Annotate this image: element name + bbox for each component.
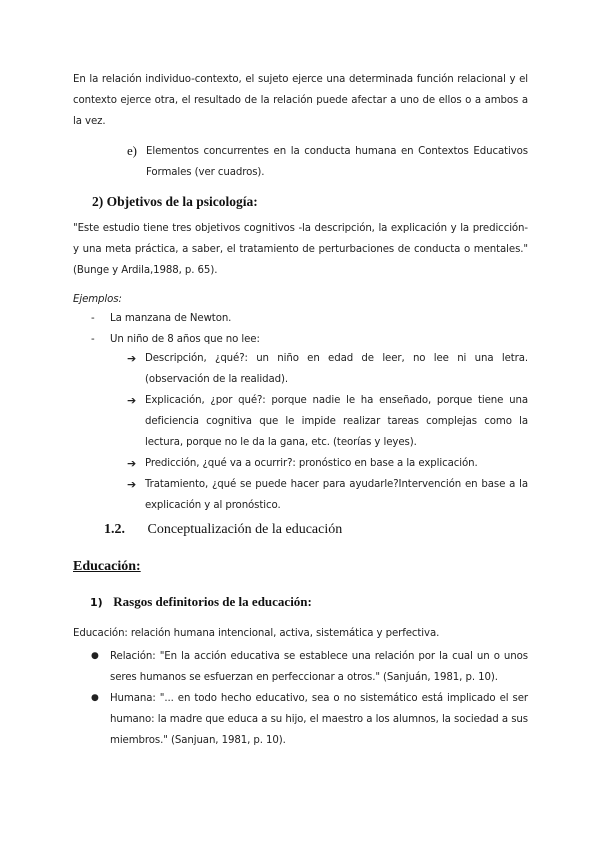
sub-example-text: Explicación, ¿por qué?: porque nadie le ha enseñado, porque tiene una deficiencia cognitiva que le impide realizar tareas complejas como la lectura, porque no le da la gana, etc. (teorías y leyes).	[145, 395, 528, 448]
bullet-text: Relación: "En la acción educativa se establece una relación por la cual un o unos seres humanos se esfuerzan en perfeccionar a otros." (Sanjuán, 1981, p. 10).	[110, 651, 528, 683]
objetivos-heading	[92, 194, 258, 210]
intro-paragraph: En la relación individuo-contexto, el sujeto ejerce una determinada función relacional y el contexto ejerce otra, el resultado de la relación puede afectar a uno de ellos o a ambos a la vez.	[73, 74, 528, 127]
example-text: La manzana de Newton.	[110, 313, 232, 324]
list-item	[127, 474, 528, 516]
dash-marker: -	[91, 313, 95, 324]
list-item	[127, 348, 528, 390]
educacion-definition: Educación: relación humana intencional, activa, sistemática y perfectiva.	[73, 628, 440, 639]
sub-example-text: Predicción, ¿qué va a ocurrir?: pronóstico en base a la explicación.	[145, 458, 478, 469]
objetivos-title: Objetivos de la psicología:	[106, 194, 258, 209]
sub-examples-list	[127, 348, 528, 516]
arrow-right-icon: ➔	[127, 457, 137, 470]
rasgos-bullets	[91, 646, 528, 751]
item-e-text: Elementos concurrentes en la conducta humana en Contextos Educativos Formales (ver cuadros).	[146, 146, 528, 178]
list-item	[127, 453, 528, 474]
sub-example-text: Descripción, ¿qué?: un niño en edad de leer, no lee ni una letra. (observación de la realidad).	[145, 353, 528, 385]
section-1-2-heading	[104, 522, 342, 538]
list-item	[91, 308, 528, 329]
examples-list	[91, 308, 528, 350]
arrow-right-icon: ➔	[127, 478, 137, 491]
list-item	[91, 688, 528, 751]
example-text: Un niño de 8 años que no lee:	[110, 334, 260, 345]
rasgos-number: 1)	[90, 596, 103, 609]
rasgos-title: Rasgos definitorios de la educación:	[113, 594, 312, 609]
bullet-text: Humana: "... en todo hecho educativo, sea o no sistemático está implicado el ser humano: la madre que educa a su hijo, el maestro a los alumnos, la sociedad a sus miembros." (Sanjuan, 1981, p. 10).	[110, 693, 528, 746]
educacion-heading: Educación:	[73, 559, 141, 574]
arrow-right-icon: ➔	[127, 352, 137, 365]
item-e-marker: e)	[127, 143, 137, 158]
list-item	[127, 390, 528, 453]
dash-marker: -	[91, 334, 95, 345]
sub-example-text: Tratamiento, ¿qué se puede hacer para ayudarle?Intervención en base a la explicación y al pronóstico.	[145, 479, 528, 511]
rasgos-heading	[90, 594, 312, 610]
section-1-2-number: 1.2.	[104, 522, 125, 537]
list-item	[91, 646, 528, 688]
list-item	[91, 329, 528, 350]
arrow-right-icon: ➔	[127, 394, 137, 407]
bullet-icon: ●	[91, 651, 99, 661]
section-1-2-title: Conceptualización de la educación	[147, 522, 343, 537]
objetivos-number: 2)	[92, 194, 104, 209]
bullet-icon: ●	[91, 693, 99, 703]
objetivos-quote: "Este estudio tiene tres objetivos cognitivos -la descripción, la explicación y la predicción- y una meta práctica, a saber, el tratamiento de perturbaciones de conducta o mentales." (Bunge y Ardila,1988, p. 65).	[73, 223, 528, 276]
examples-label: Ejemplos:	[73, 294, 122, 305]
